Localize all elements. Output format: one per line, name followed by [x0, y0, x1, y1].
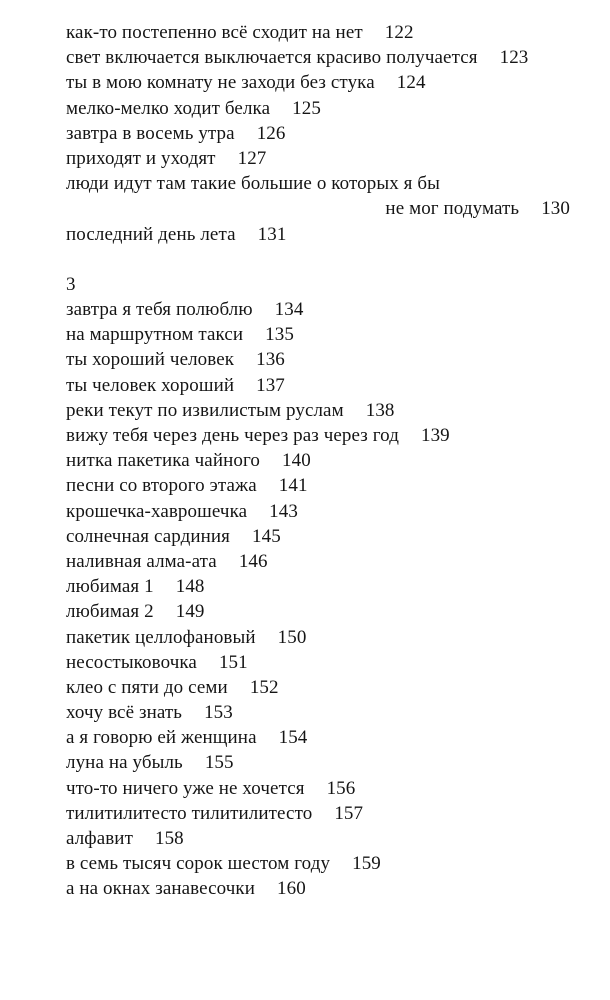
toc-entry [66, 725, 586, 750]
entry-title: а я говорю ей женщина [66, 727, 257, 749]
entry-title: в семь тысяч сорок шестом году [66, 853, 331, 875]
toc-entry [66, 146, 586, 171]
entry-page-number: 159 [352, 853, 381, 875]
toc-entry [66, 524, 586, 549]
entry-page-number: 153 [204, 702, 233, 724]
toc-entry [66, 700, 586, 725]
entry-title: ты в мою комнату не заходи без стука [66, 72, 375, 94]
entry-title: солнечная сардиния [66, 525, 230, 547]
entry-page-number: 155 [204, 752, 234, 774]
entry-title: а на окнах занавесочки [66, 878, 256, 900]
entry-page-number: 134 [274, 299, 304, 321]
entry-page-number: 124 [396, 72, 426, 94]
entry-page-number: 139 [420, 425, 450, 446]
entry-title: мелко-мелко ходит белка [66, 97, 271, 119]
entry-page-number: 145 [252, 525, 281, 547]
table-of-contents [66, 20, 586, 902]
entry-title: тилитилитесто тилитилитесто [66, 802, 313, 824]
entry-title-continuation: не мог подумать [385, 198, 520, 220]
toc-entry [66, 448, 586, 473]
toc-entry [66, 801, 586, 826]
entry-title: луна на убыль [66, 752, 183, 774]
entry-page-number: 127 [237, 147, 267, 169]
entry-page-number: 126 [256, 122, 286, 144]
toc-entry [66, 297, 586, 322]
entry-title: наливная алма-ата [66, 550, 217, 572]
entry-page-number: 149 [175, 601, 205, 623]
entry-page-number: 131 [257, 223, 287, 245]
entry-title: что-то ничего уже не хочется [66, 777, 305, 799]
entry-title: на маршрутном такси [66, 324, 244, 346]
entry-title: песни со второго этажа [66, 475, 257, 497]
toc-entry [66, 473, 586, 498]
entry-page-number: 122 [384, 22, 414, 43]
toc-entry-continuation [66, 196, 586, 221]
entry-page-number: 141 [278, 475, 308, 497]
toc-entry [66, 222, 586, 247]
toc-entry [66, 121, 586, 146]
section-heading: 3 [66, 273, 76, 295]
entry-title: пакетик целлофановый [66, 626, 256, 648]
entry-title: реки текут по извилистым руслам [66, 399, 344, 421]
entry-page-number: 151 [218, 651, 248, 673]
entry-title: нитка пакетика чайного [66, 450, 260, 472]
section-spacer [66, 247, 586, 272]
entry-page-number: 136 [256, 349, 285, 371]
toc-entry [66, 373, 586, 398]
entry-page-number: 154 [278, 727, 308, 749]
toc-entry [66, 96, 586, 121]
toc-entry [66, 599, 586, 624]
toc-entry [66, 322, 586, 347]
entry-page-number: 125 [292, 97, 321, 119]
entry-page-number: 158 [154, 828, 184, 849]
toc-entry [66, 750, 586, 775]
entry-title: клео с пяти до семи [66, 676, 228, 698]
entry-page-number: 123 [499, 47, 529, 69]
entry-page-number: 150 [277, 626, 307, 648]
toc-entry [66, 675, 586, 700]
entry-title: последний день лета [66, 223, 236, 245]
toc-entry [66, 650, 586, 675]
entry-title: как-то постепенно всё сходит на нет [66, 22, 363, 43]
entry-page-number: 140 [282, 450, 311, 472]
entry-title: ты человек хороший [66, 374, 235, 396]
entry-title: завтра в восемь утра [66, 122, 235, 144]
toc-entry [66, 20, 586, 45]
entry-page-number: 146 [238, 550, 268, 572]
entry-title: крошечка-хаврошечка [66, 500, 248, 522]
entry-page-number: 135 [265, 324, 294, 346]
toc-entry [66, 70, 586, 95]
entry-title: свет включается выключается красиво получается [66, 47, 478, 69]
entry-title: алфавит [66, 828, 133, 849]
entry-page-number: 143 [269, 500, 298, 522]
entry-page-number: 160 [277, 878, 306, 900]
entry-page-number: 138 [365, 399, 395, 421]
toc-entry [66, 625, 586, 650]
toc-entry [66, 574, 586, 599]
entry-title: завтра я тебя полюблю [66, 299, 253, 321]
toc-entry [66, 347, 586, 372]
entry-title: любимая 1 [66, 576, 154, 598]
entry-title: хочу всё знать [66, 702, 183, 724]
toc-entry [66, 171, 586, 196]
entry-title: люди идут там такие большие о которых я бы [66, 173, 440, 195]
toc-entry [66, 398, 586, 423]
entry-title: ты хороший человек [66, 349, 235, 371]
entry-page-number: 156 [326, 777, 356, 799]
entry-page-number: 152 [249, 676, 279, 698]
entry-title: несостыковочка [66, 651, 197, 673]
toc-entry [66, 423, 586, 448]
entry-title: любимая 2 [66, 601, 154, 623]
toc-entry [66, 876, 586, 901]
toc-entry [66, 826, 586, 851]
entry-title: вижу тебя через день через раз через год [66, 425, 399, 446]
toc-entry [66, 851, 586, 876]
toc-entry [66, 45, 586, 70]
entry-page-number: 137 [256, 374, 285, 396]
toc-entry [66, 549, 586, 574]
entry-page-number: 130 [541, 198, 570, 220]
toc-entry [66, 776, 586, 801]
entry-title: приходят и уходят [66, 147, 216, 169]
toc-entry [66, 499, 586, 524]
entry-page-number: 157 [334, 802, 364, 824]
entry-page-number: 148 [175, 576, 205, 598]
